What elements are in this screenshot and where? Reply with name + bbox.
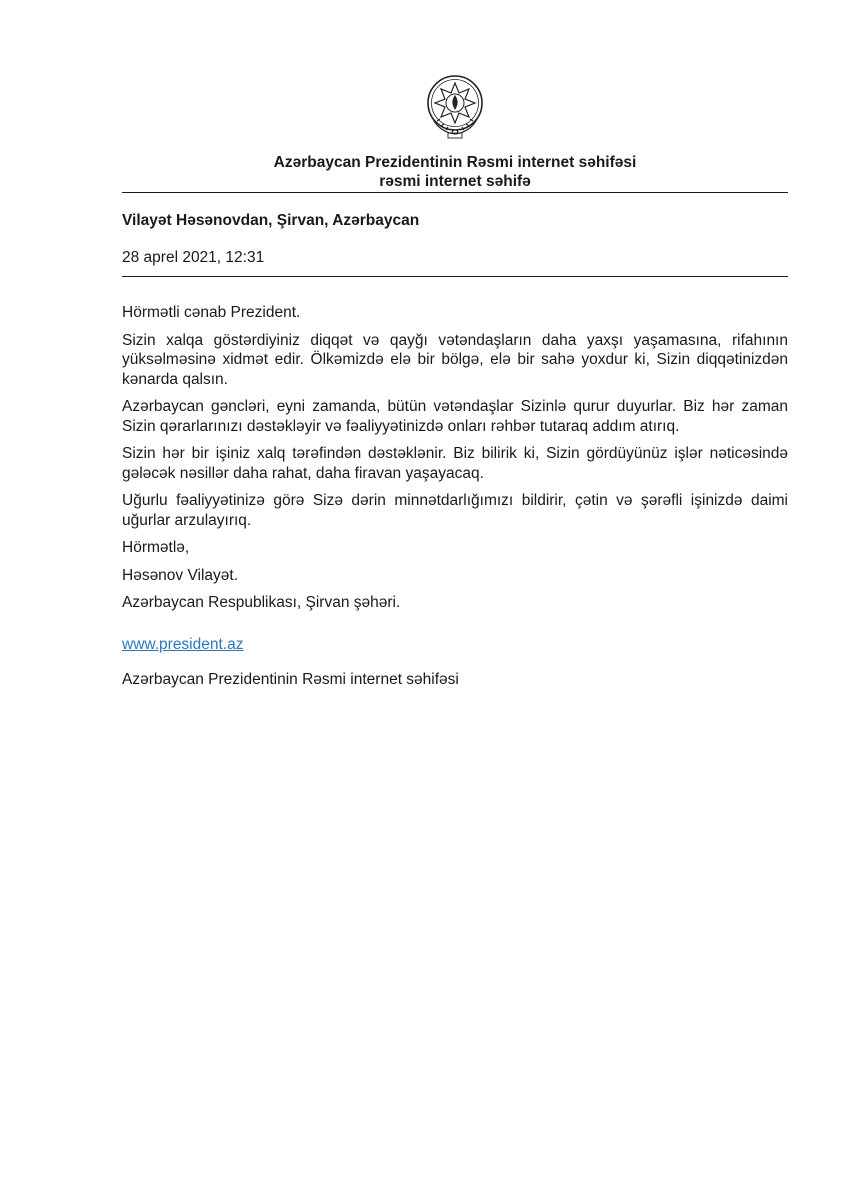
letter-body xyxy=(122,303,788,698)
letter-paragraph: Uğurlu fəaliyyətinizə görə Sizə dərin minnətdarlığımızı bildirir, çətin və şərəfli işinizdə daimi uğurlar arzulayırıq. xyxy=(122,492,788,529)
site-title-line2: rəsmi internet səhifə xyxy=(379,173,531,190)
letter-date: 28 aprel 2021, 12:31 xyxy=(122,249,265,266)
header-divider xyxy=(122,192,788,193)
site-title-line1: Azərbaycan Prezidentinin Rəsmi internet səhifəsi xyxy=(273,154,637,171)
meta-divider xyxy=(122,276,788,277)
president-site-link[interactable]: www.president.az xyxy=(122,635,244,653)
site-title xyxy=(122,153,788,191)
state-emblem-icon xyxy=(425,75,485,139)
source-note: Azərbaycan Prezidentinin Rəsmi internet səhifəsi xyxy=(122,671,459,688)
letter-sender: Vilayət Həsənovdan, Şirvan, Azərbaycan xyxy=(122,212,420,229)
letter-paragraph: Sizin xalqa göstərdiyiniz diqqət və qayğı vətəndaşların daha yaxşı yaşamasına, rifahının yüksəlməsinə xidmət edir. Ölkəmizdə elə bir bölgə, elə bir sahə yoxdur ki, Sizin diqqətinizdən kənarda qalsın. xyxy=(122,331,788,388)
signature-location: Azərbaycan Respublikası, Şirvan şəhəri. xyxy=(122,594,401,611)
letter-paragraph: Azərbaycan gəncləri, eyni zamanda, bütün vətəndaşlar Sizinlə qurur duyurlar. Biz hər zaman Sizin qərarlarınızı dəstəkləyir və fəaliyyətinizdə onları rəhbər tutaraq addım atırıq. xyxy=(122,398,788,435)
signature-name: Həsənov Vilayət. xyxy=(122,566,239,584)
letter-closing: Hörmətlə, xyxy=(122,539,190,556)
letter-salutation: Hörmətli cənab Prezident. xyxy=(122,304,301,321)
letter-paragraph: Sizin hər bir işiniz xalq tərəfindən dəstəklənir. Biz bilirik ki, Sizin gördüyünüz işlər nəticəsində gələcək nəsillər daha rahat, daha firavan yaşayacaq. xyxy=(122,445,788,482)
